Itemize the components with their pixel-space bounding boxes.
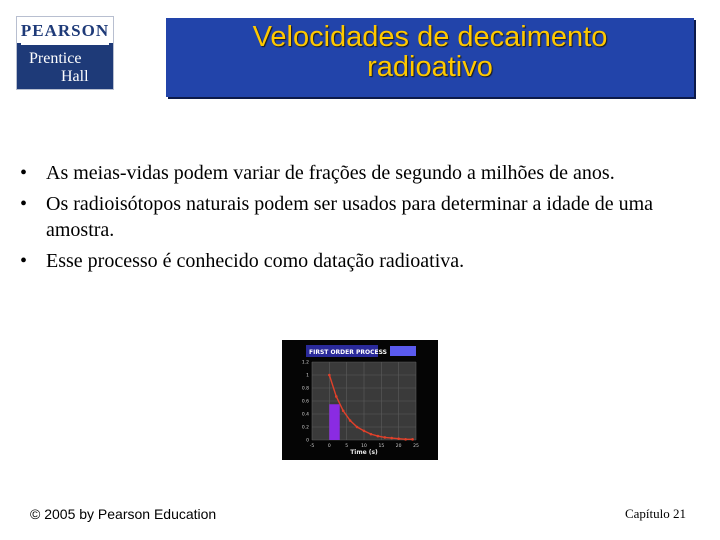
chart-x-tick-label: 25 xyxy=(413,444,419,449)
chart-y-tick-label: 0.4 xyxy=(301,412,309,418)
bullet-item xyxy=(20,160,690,186)
chart-y-tick-label: 0.2 xyxy=(301,425,309,431)
chart-point xyxy=(349,419,352,422)
chart-point xyxy=(404,438,407,441)
chart-point xyxy=(356,426,359,429)
bullet-text: Os radioisótopos naturais podem ser usados para determinar a idade de uma amostra. xyxy=(46,193,654,241)
chart-point xyxy=(335,395,338,398)
chart-x-tick-label: 0 xyxy=(327,444,331,449)
chart-point xyxy=(363,430,366,433)
title-banner xyxy=(166,18,694,97)
chart-bar xyxy=(329,404,339,440)
chart-x-tick-label: 10 xyxy=(361,444,367,449)
slide-title-line2: radioativo xyxy=(367,51,493,83)
chart-x-axis-label: Time (s) xyxy=(350,449,378,456)
chapter-label: Capítulo 21 xyxy=(624,506,686,521)
chart-point xyxy=(370,433,373,436)
bullet-marker: • xyxy=(20,193,28,215)
chart-x-tick-label: -5 xyxy=(309,444,315,449)
chart-point xyxy=(390,437,393,440)
chart-y-tick-label: 0 xyxy=(306,438,309,444)
logo-line1: Prentice xyxy=(29,50,82,67)
chart-point xyxy=(397,437,400,440)
bullet-text: Esse processo é conhecido como datação radioativa. xyxy=(46,250,465,272)
bullet-item xyxy=(20,248,690,274)
copyright-text: © 2005 by Pearson Education xyxy=(30,506,217,522)
chart-y-tick-label: 1 xyxy=(306,373,309,379)
bullet-text: As meias-vidas podem variar de frações de segundo a milhões de anos. xyxy=(46,162,615,184)
logo-divider xyxy=(21,43,109,45)
logo-line2: Hall xyxy=(61,68,89,85)
bullet-marker: • xyxy=(20,162,28,184)
decay-chart-svg xyxy=(282,340,438,460)
bullet-item xyxy=(20,191,690,243)
bullet-list xyxy=(20,160,690,279)
slide-title-line1: Velocidades de decaimento xyxy=(252,21,608,53)
decay-chart xyxy=(282,340,438,460)
chart-point xyxy=(342,409,345,412)
chart-point xyxy=(377,435,380,438)
slide-title xyxy=(166,22,694,82)
chart-legend-swatch xyxy=(390,346,416,356)
chart-title: FIRST ORDER PROCESS xyxy=(309,349,387,356)
chart-x-tick-label: 20 xyxy=(395,444,402,449)
bullet-marker: • xyxy=(20,250,28,272)
chart-point xyxy=(384,436,387,439)
chart-point xyxy=(411,438,414,441)
chart-point xyxy=(328,374,331,377)
chart-y-tick-label: 1.2 xyxy=(301,360,309,366)
logo-brand: PEARSON xyxy=(17,17,113,43)
chart-y-tick-label: 0.8 xyxy=(301,386,309,392)
chart-x-tick-label: 15 xyxy=(378,444,385,449)
chart-y-tick-label: 0.6 xyxy=(301,399,309,405)
chart-x-tick-label: 5 xyxy=(345,444,349,449)
publisher-logo xyxy=(16,16,114,90)
